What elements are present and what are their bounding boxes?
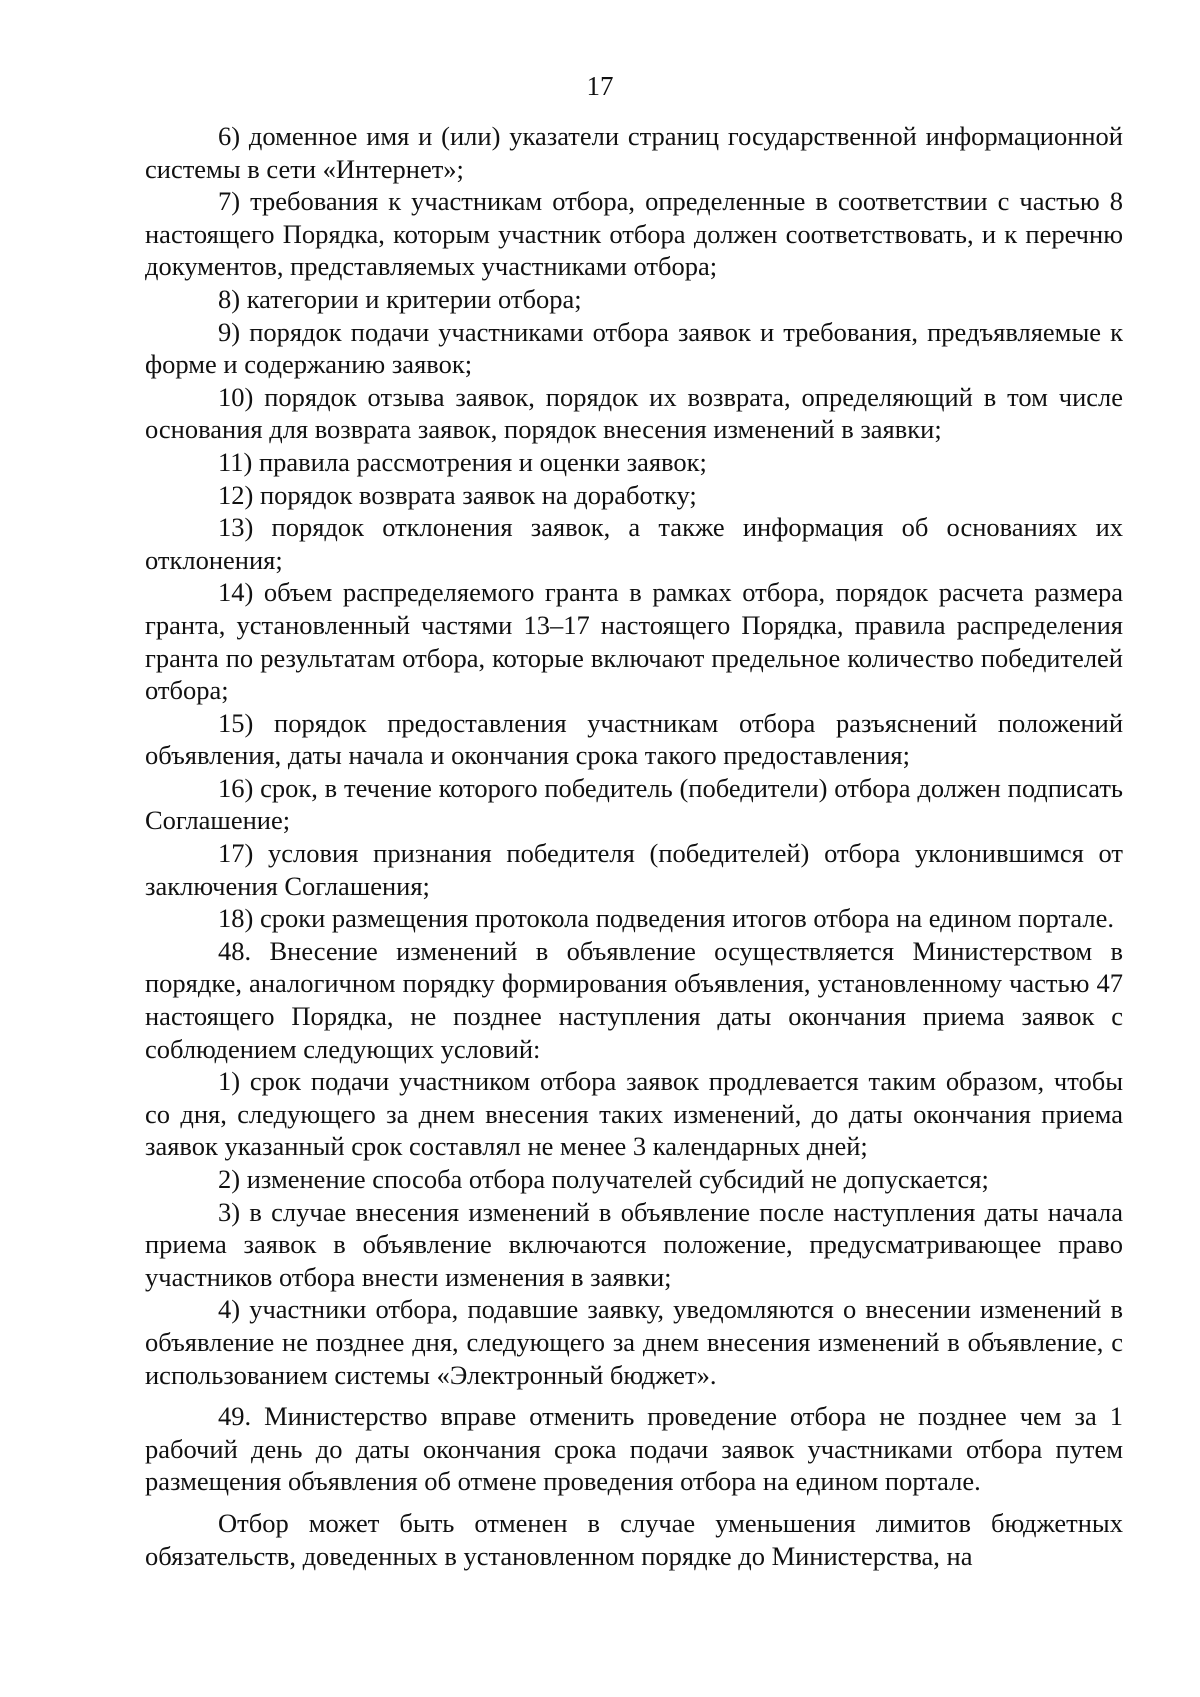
- list-item-6: 6) доменное имя и (или) указатели страниц государственной информационной системы в сети «Интернет»;: [145, 121, 1123, 184]
- list-item-18: 18) сроки размещения протокола подведения итогов отбора на едином портале.: [218, 903, 1114, 934]
- list-item-14: 14) объем распределяемого гранта в рамках отбора, порядок расчета размера гранта, установленный частями 13–17 настоящего Порядка, правила распределения гранта по результатам отбора, которые включают предельное количество победителей отбора;: [145, 577, 1123, 706]
- list-item-8: 8) категории и критерии отбора;: [218, 283, 582, 314]
- list-item-12: 12) порядок возврата заявок на доработку;: [218, 479, 697, 510]
- list-item-7: 7) требования к участникам отбора, определенные в соответствии с частью 8 настоящего Порядка, которым участник отбора должен соответствовать, и к перечню документов, представляемых участниками отбора;: [145, 186, 1123, 282]
- page-number: 17: [586, 71, 614, 101]
- list-item-13: 13) порядок отклонения заявок, а также информация об основаниях их отклонения;: [145, 512, 1123, 575]
- list-item-9: 9) порядок подачи участниками отбора заявок и требования, предъявляемые к форме и содержанию заявок;: [145, 316, 1123, 380]
- document-body: [145, 120, 1123, 1572]
- section-48: 48. Внесение изменений в объявление осуществляется Министерством в порядке, аналогичном порядку формирования объявления, установленному частью 47 настоящего Порядка, не позднее наступления даты окончания приема заявок с соблюдением следующих условий:: [145, 935, 1123, 1064]
- condition-item-3: 3) в случае внесения изменений в объявление после наступления даты начала приема заявок в объявление включаются положение, предусматривающее право участников отбора внести изменения в заявки;: [145, 1196, 1123, 1292]
- list-item-16: 16) срок, в течение которого победитель (победители) отбора должен подписать Соглашение;: [145, 772, 1123, 836]
- list-item-10: 10) порядок отзыва заявок, порядок их возврата, определяющий в том числе основания для возврата заявок, порядок внесения изменений в заявки;: [145, 381, 1123, 445]
- condition-item-4: 4) участники отбора, подавшие заявку, уведомляются о внесении изменений в объявление не позднее дня, следующего за днем внесения изменений в объявление, с использованием системы «Электронный бюджет».: [145, 1294, 1123, 1390]
- condition-item-2: 2) изменение способа отбора получателей субсидий не допускается;: [218, 1164, 989, 1194]
- cancellation-paragraph: Отбор может быть отменен в случае уменьшения лимитов бюджетных обязательств, доведенных в установленном порядке до Министерства, на: [145, 1507, 1123, 1571]
- list-item-11: 11) правила рассмотрения и оценки заявок;: [218, 446, 707, 477]
- condition-item-1: 1) срок подачи участником отбора заявок продлевается таким образом, чтобы со дня, следующего за днем внесения таких изменений, до даты окончания приема заявок указанный срок составлял не менее 3 календарных дней;: [145, 1066, 1123, 1162]
- list-item-17: 17) условия признания победителя (победителей) отбора уклонившимся от заключения Соглашения;: [145, 838, 1123, 901]
- section-49: 49. Министерство вправе отменить проведение отбора не позднее чем за 1 рабочий день до даты окончания срока подачи заявок участниками отбора путем размещения объявления об отмене проведения отбора на едином портале.: [145, 1401, 1123, 1497]
- list-item-15: 15) порядок предоставления участникам отбора разъяснений положений объявления, даты начала и окончания срока такого предоставления;: [145, 707, 1123, 771]
